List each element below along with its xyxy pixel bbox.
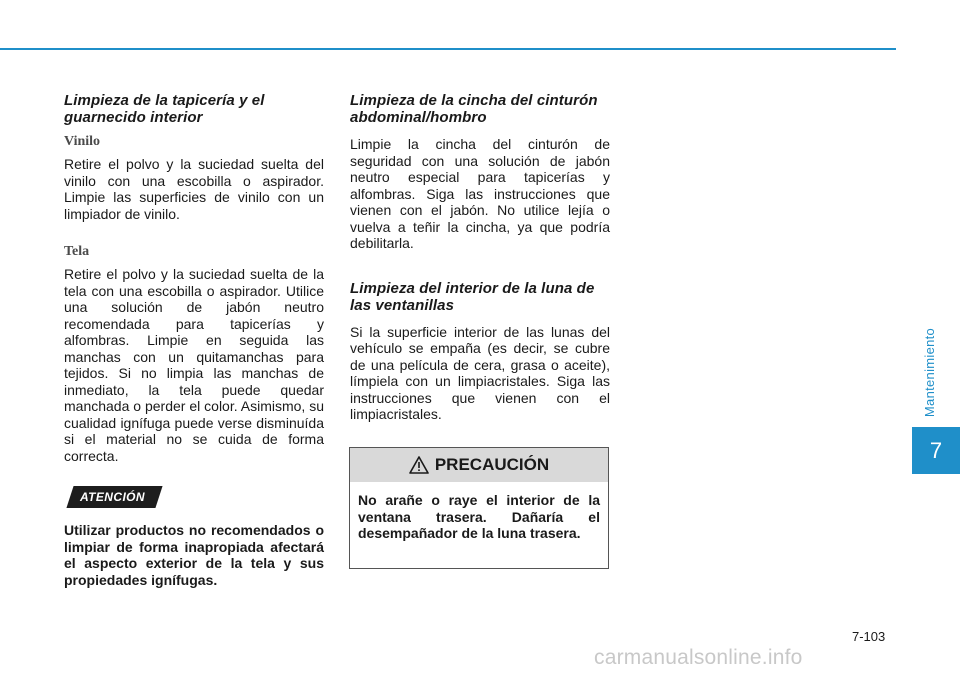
watermark: carmanualsonline.info <box>594 646 803 669</box>
belt-heading: Limpieza de la cincha del cinturón abdominal/hombro <box>350 92 598 126</box>
vinyl-subheading: Vinilo <box>64 134 101 149</box>
vinyl-paragraph: Retire el polvo y la suciedad suelta del vinilo con una escobilla o aspirador. Limpie las superficies de vinilo con un limpiador de vinilo. <box>64 156 324 222</box>
belt-paragraph: Limpie la cincha del cinturón de seguridad con una solución de jabón neutro especial para tapicerías y alfombras. Siga las instrucciones que vienen con el jabón. No utilice lejía o vuelva a teñir la cincha, ya que podría debilitarla. <box>350 136 610 251</box>
upholstery-heading: Limpieza de la tapicería y el guarnecido interior <box>64 92 265 126</box>
caution-box <box>349 447 609 569</box>
left-column <box>64 92 324 588</box>
caution-label: PRECAUCIÓN <box>434 455 550 474</box>
caution-paragraph: No arañe o raye el interior de la ventana trasera. Dañaría el desempañador de la luna trasera. <box>358 492 600 541</box>
section-side-label: Mantenimiento <box>922 327 938 417</box>
middle-column <box>350 92 610 423</box>
glass-paragraph: Si la superficie interior de las lunas del vehículo se empaña (es decir, se cubre de una película de cera, grasa o aceite), límpiela con un limpiacristales. Siga las instrucciones que vienen con el limpiacristales. <box>350 323 610 422</box>
fabric-paragraph: Retire el polvo y la suciedad suelta de la tela con una escobilla o aspirador. Utilice una solución de jabón neutro recomendada para tapicerías y alfombras. Limpie en seguida las manchas con un quitamanchas para tejidos. Si no limpia las manchas de inmediato, la tela puede quedar manchada o perder el color. Asimismo, su cualidad ignífuga puede verse disminuída si el material no se cuida de forma correcta. <box>64 266 324 464</box>
page-number: 7-103 <box>852 629 886 644</box>
caution-body <box>350 482 608 542</box>
top-rule <box>0 48 896 50</box>
warning-triangle-icon <box>409 456 429 474</box>
fabric-subheading: Tela <box>64 244 90 259</box>
chapter-tab: 7 <box>912 427 960 474</box>
notice-badge: ATENCIÓN <box>66 486 162 508</box>
notice-paragraph: Utilizar productos no recomendados o limpiar de forma inapropiada afectará el aspecto exterior de la tela y sus propiedades ignífugas. <box>64 522 324 588</box>
caution-header <box>350 448 608 482</box>
glass-heading: Limpieza del interior de la luna de las ventanillas <box>350 279 595 314</box>
